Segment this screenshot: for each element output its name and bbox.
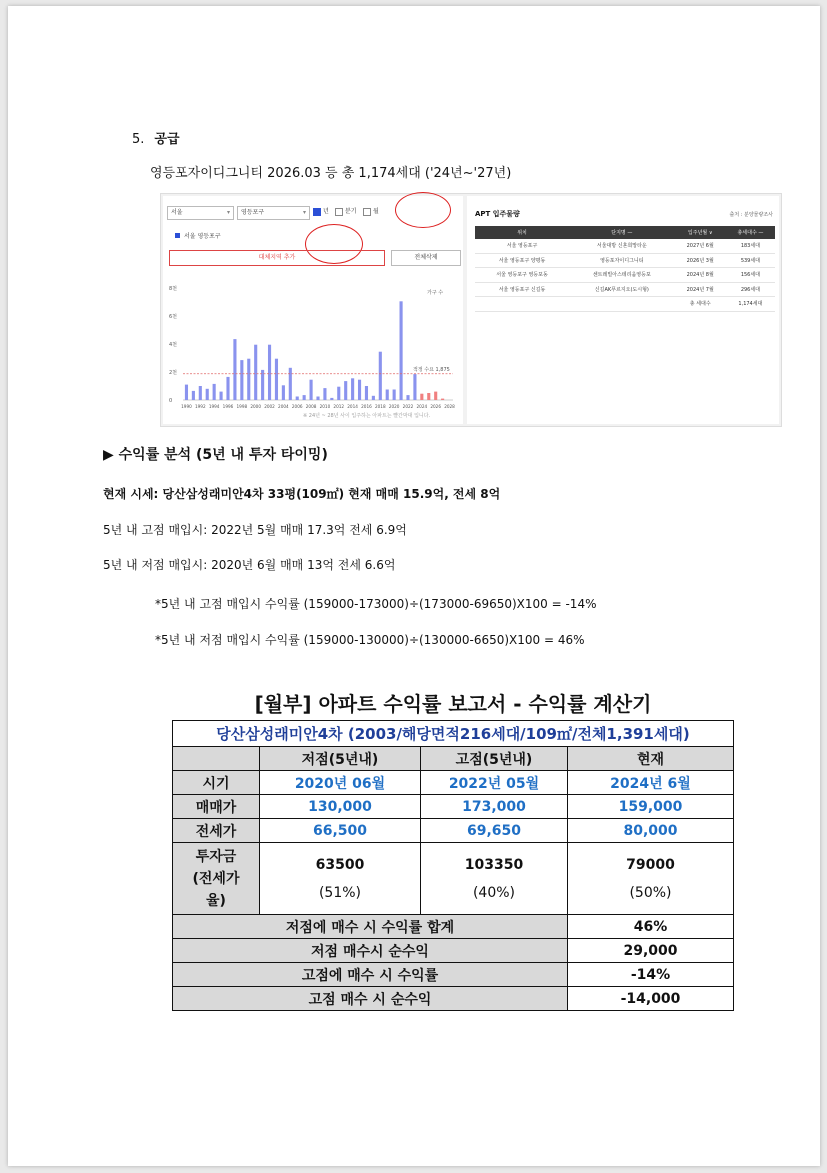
period-current: 2024년 6월 xyxy=(568,771,734,795)
x-tick-label: 2008 xyxy=(305,404,317,409)
col-header-current: 현재 xyxy=(568,747,734,771)
x-tick-label: 2002 xyxy=(264,404,275,409)
summary-label: 고점에 매수 시 수익률 xyxy=(173,963,568,987)
sale-high: 173,000 xyxy=(421,795,568,819)
invest-high: 103350 (40%) xyxy=(421,843,568,915)
jeonse-current: 80,000 xyxy=(568,819,734,843)
x-tick-label: 2014 xyxy=(347,404,358,409)
y-tick-label: 8천 xyxy=(169,286,178,292)
bar xyxy=(323,388,326,400)
option-month[interactable]: 월 xyxy=(363,206,379,216)
invest-current: 79000 (50%) xyxy=(568,843,734,915)
cell: 539세대 xyxy=(726,253,775,268)
add-region-button[interactable]: 대체지역 추가 xyxy=(169,250,385,266)
bar xyxy=(268,345,271,400)
region-select[interactable]: 서울 ▾ xyxy=(167,206,234,220)
high-purchase-text: 5년 내 고점 매입시: 2022년 5월 매매 17.3억 전세 6.9억 xyxy=(103,523,407,537)
bar xyxy=(310,380,313,400)
summary-value: -14,000 xyxy=(568,987,734,1011)
label-line: 투자금 xyxy=(195,848,237,865)
bar xyxy=(296,397,299,401)
summary-value: 46% xyxy=(568,915,734,939)
bar xyxy=(192,391,195,400)
row-label-sale: 매매가 xyxy=(173,795,260,819)
x-tick-label: 2028 xyxy=(444,404,455,409)
bar xyxy=(185,385,188,400)
period-low: 2020년 06월 xyxy=(260,771,421,795)
y-tick-label: 0 xyxy=(169,398,173,404)
cell: 서울 영등포구 양평동 xyxy=(475,253,569,268)
x-tick-label: 2020 xyxy=(388,404,400,409)
bar xyxy=(289,368,292,400)
bar xyxy=(247,359,250,400)
cell: 서울대방 신혼희망타운 xyxy=(569,239,674,253)
clear-all-button[interactable]: 전체삭제 xyxy=(391,250,461,266)
summary-label: 고점 매수 시 순수익 xyxy=(173,987,568,1011)
bar xyxy=(206,389,209,400)
analysis-heading: ▶ 수익률 분석 (5년 내 투자 타이밍) xyxy=(103,447,328,463)
x-tick-label: 1992 xyxy=(194,404,206,409)
bar xyxy=(406,395,409,400)
sale-low: 130,000 xyxy=(260,795,421,819)
sale-current: 159,000 xyxy=(568,795,734,819)
checkbox-icon xyxy=(335,208,343,216)
label-line: (전세가 xyxy=(192,870,240,887)
y-tick-label: 2천 xyxy=(169,370,178,376)
table-row xyxy=(475,239,775,253)
cell: 2026년 3월 xyxy=(675,253,726,268)
total-value: 1,174세대 xyxy=(726,297,775,312)
summary-label: 저점 매수시 순수익 xyxy=(173,939,568,963)
x-tick-label: 2010 xyxy=(319,404,331,409)
bar xyxy=(365,386,368,400)
bar xyxy=(413,374,416,400)
col-header-low: 저점(5년내) xyxy=(260,747,421,771)
bar xyxy=(275,359,278,400)
label-line: 율) xyxy=(206,892,226,909)
cell: 2024년 8월 xyxy=(675,268,726,283)
cell: 센트레빌아스테리움영등포 xyxy=(569,268,674,283)
district-select[interactable]: 영등포구 ▾ xyxy=(237,206,310,220)
bar xyxy=(261,370,264,400)
cell xyxy=(475,297,569,312)
invest-low: 63500 (51%) xyxy=(260,843,421,915)
bar xyxy=(213,384,216,400)
x-tick-label: 2006 xyxy=(291,404,303,409)
chart-caption: ※ 24년 ~ 28년 사이 입주하는 아파트는 빨간막대 입니다. xyxy=(303,413,431,419)
x-tick-label: 2026 xyxy=(430,404,442,409)
selected-location: 서울 영등포구 xyxy=(175,231,221,240)
row-label-invest xyxy=(173,843,260,915)
bar xyxy=(372,396,375,400)
total-label: 총 세대수 xyxy=(675,297,726,312)
bar xyxy=(303,395,306,400)
apt-header[interactable]: 입주년월 ∨ xyxy=(675,226,726,239)
jeonse-high: 69,650 xyxy=(421,819,568,843)
cell: 서울 영등포구 영등포동 xyxy=(475,268,569,283)
calc-low-text: *5년 내 저점 매입시 수익률 (159000-130000)÷(130000-6650)X100 = 46% xyxy=(155,633,585,647)
bar xyxy=(434,392,437,400)
table-row xyxy=(475,253,775,268)
current-price-text: 현재 시세: 당산삼성래미안4차 33평(109㎡) 현재 매매 15.9억, 전세 8억 xyxy=(103,487,501,501)
x-tick-label: 2016 xyxy=(361,404,372,409)
apt-header[interactable]: 위치 xyxy=(475,226,569,239)
x-tick-label: 2012 xyxy=(333,404,345,409)
summary-value: 29,000 xyxy=(568,939,734,963)
summary-value: -14% xyxy=(568,963,734,987)
bar xyxy=(386,390,389,401)
bar xyxy=(337,387,340,400)
cell: 신길AK푸르지오(도시형) xyxy=(569,282,674,297)
bar xyxy=(233,339,236,400)
cell: 156세대 xyxy=(726,268,775,283)
bar xyxy=(316,397,319,401)
x-tick-label: 1996 xyxy=(222,404,234,409)
bar xyxy=(379,352,382,400)
x-tick-label: 2018 xyxy=(374,404,386,409)
supply-chart-panel xyxy=(163,196,463,424)
apt-panel-title: APT 입주물량 xyxy=(475,210,520,218)
red-circle-annotation xyxy=(395,192,451,228)
cell: 2027년 6월 xyxy=(675,239,726,253)
bar xyxy=(220,392,223,400)
apt-header[interactable]: 단지명 — xyxy=(569,226,674,239)
option-year[interactable]: 년 xyxy=(313,206,329,216)
col-header-high: 고점(5년내) xyxy=(421,747,568,771)
x-tick-label: 1990 xyxy=(181,404,192,409)
bar xyxy=(400,301,403,400)
summary-label: 저점에 매수 시 수익률 합계 xyxy=(173,915,568,939)
cell: 296세대 xyxy=(726,282,775,297)
table-row xyxy=(475,268,775,283)
table-total-row xyxy=(475,297,775,312)
embedded-screenshot xyxy=(160,193,782,427)
table-row xyxy=(475,282,775,297)
report-title: [월부] 아파트 수익률 보고서 - 수익률 계산기 xyxy=(254,692,652,716)
cell: 서울 영등포구 신길동 xyxy=(475,282,569,297)
bar xyxy=(358,380,361,400)
x-tick-label: 1998 xyxy=(236,404,248,409)
row-label-period: 시기 xyxy=(173,771,260,795)
x-tick-label: 2004 xyxy=(278,404,289,409)
bar xyxy=(199,386,202,400)
apt-header[interactable]: 총세대수 — xyxy=(726,226,775,239)
low-purchase-text: 5년 내 저점 매입시: 2020년 6월 매매 13억 전세 6.6억 xyxy=(103,558,396,572)
period-high: 2022년 05월 xyxy=(421,771,568,795)
chart-legend: 가구 수 xyxy=(427,290,444,296)
reference-label: 적정 수요 1,875 xyxy=(413,366,450,373)
apartment-info: 당산삼성래미안4차 (2003/해당면적216세대/109㎡/전체1,391세대) xyxy=(173,721,734,747)
x-tick-label: 2024 xyxy=(416,404,428,409)
section-heading xyxy=(132,128,180,147)
bar xyxy=(254,345,257,400)
bar xyxy=(427,393,430,400)
cell: 183세대 xyxy=(726,239,775,253)
cell xyxy=(569,297,674,312)
corner-cell xyxy=(173,747,260,771)
section-title: 공급 xyxy=(154,132,180,147)
x-tick-label: 1994 xyxy=(208,404,220,409)
bar xyxy=(240,360,243,400)
bar xyxy=(226,377,229,400)
bar xyxy=(393,390,396,401)
bar xyxy=(351,378,354,400)
apt-panel-source: 출처 : 분양물량조사 xyxy=(729,212,773,218)
bar xyxy=(330,398,333,400)
return-report-table xyxy=(172,720,734,1011)
location-marker-icon xyxy=(175,233,180,238)
checkbox-icon xyxy=(363,208,371,216)
x-tick-label: 2000 xyxy=(250,404,262,409)
bar xyxy=(441,399,444,400)
bar xyxy=(282,385,285,400)
row-label-jeonse: 전세가 xyxy=(173,819,260,843)
apt-supply-table xyxy=(475,226,775,312)
supply-bar-chart xyxy=(165,278,461,418)
jeonse-low: 66,500 xyxy=(260,819,421,843)
apt-supply-panel xyxy=(467,196,779,424)
section-number: 5. xyxy=(132,132,145,147)
cell: 2024년 7월 xyxy=(675,282,726,297)
option-quarter[interactable]: 분기 xyxy=(335,206,357,216)
y-tick-label: 4천 xyxy=(169,342,178,348)
y-tick-label: 6천 xyxy=(169,314,178,320)
supply-text: 영등포자이디그니티 2026.03 등 총 1,174세대 ('24년~'27년) xyxy=(150,166,512,181)
cell: 서울 영등포구 xyxy=(475,239,569,253)
cell: 영등포자이디그니티 xyxy=(569,253,674,268)
checkbox-checked-icon xyxy=(313,208,321,216)
calc-high-text: *5년 내 고점 매입시 수익률 (159000-173000)÷(173000-69650)X100 = -14% xyxy=(155,597,597,611)
bar xyxy=(344,381,347,400)
x-tick-label: 2022 xyxy=(402,404,414,409)
bar xyxy=(420,394,423,400)
